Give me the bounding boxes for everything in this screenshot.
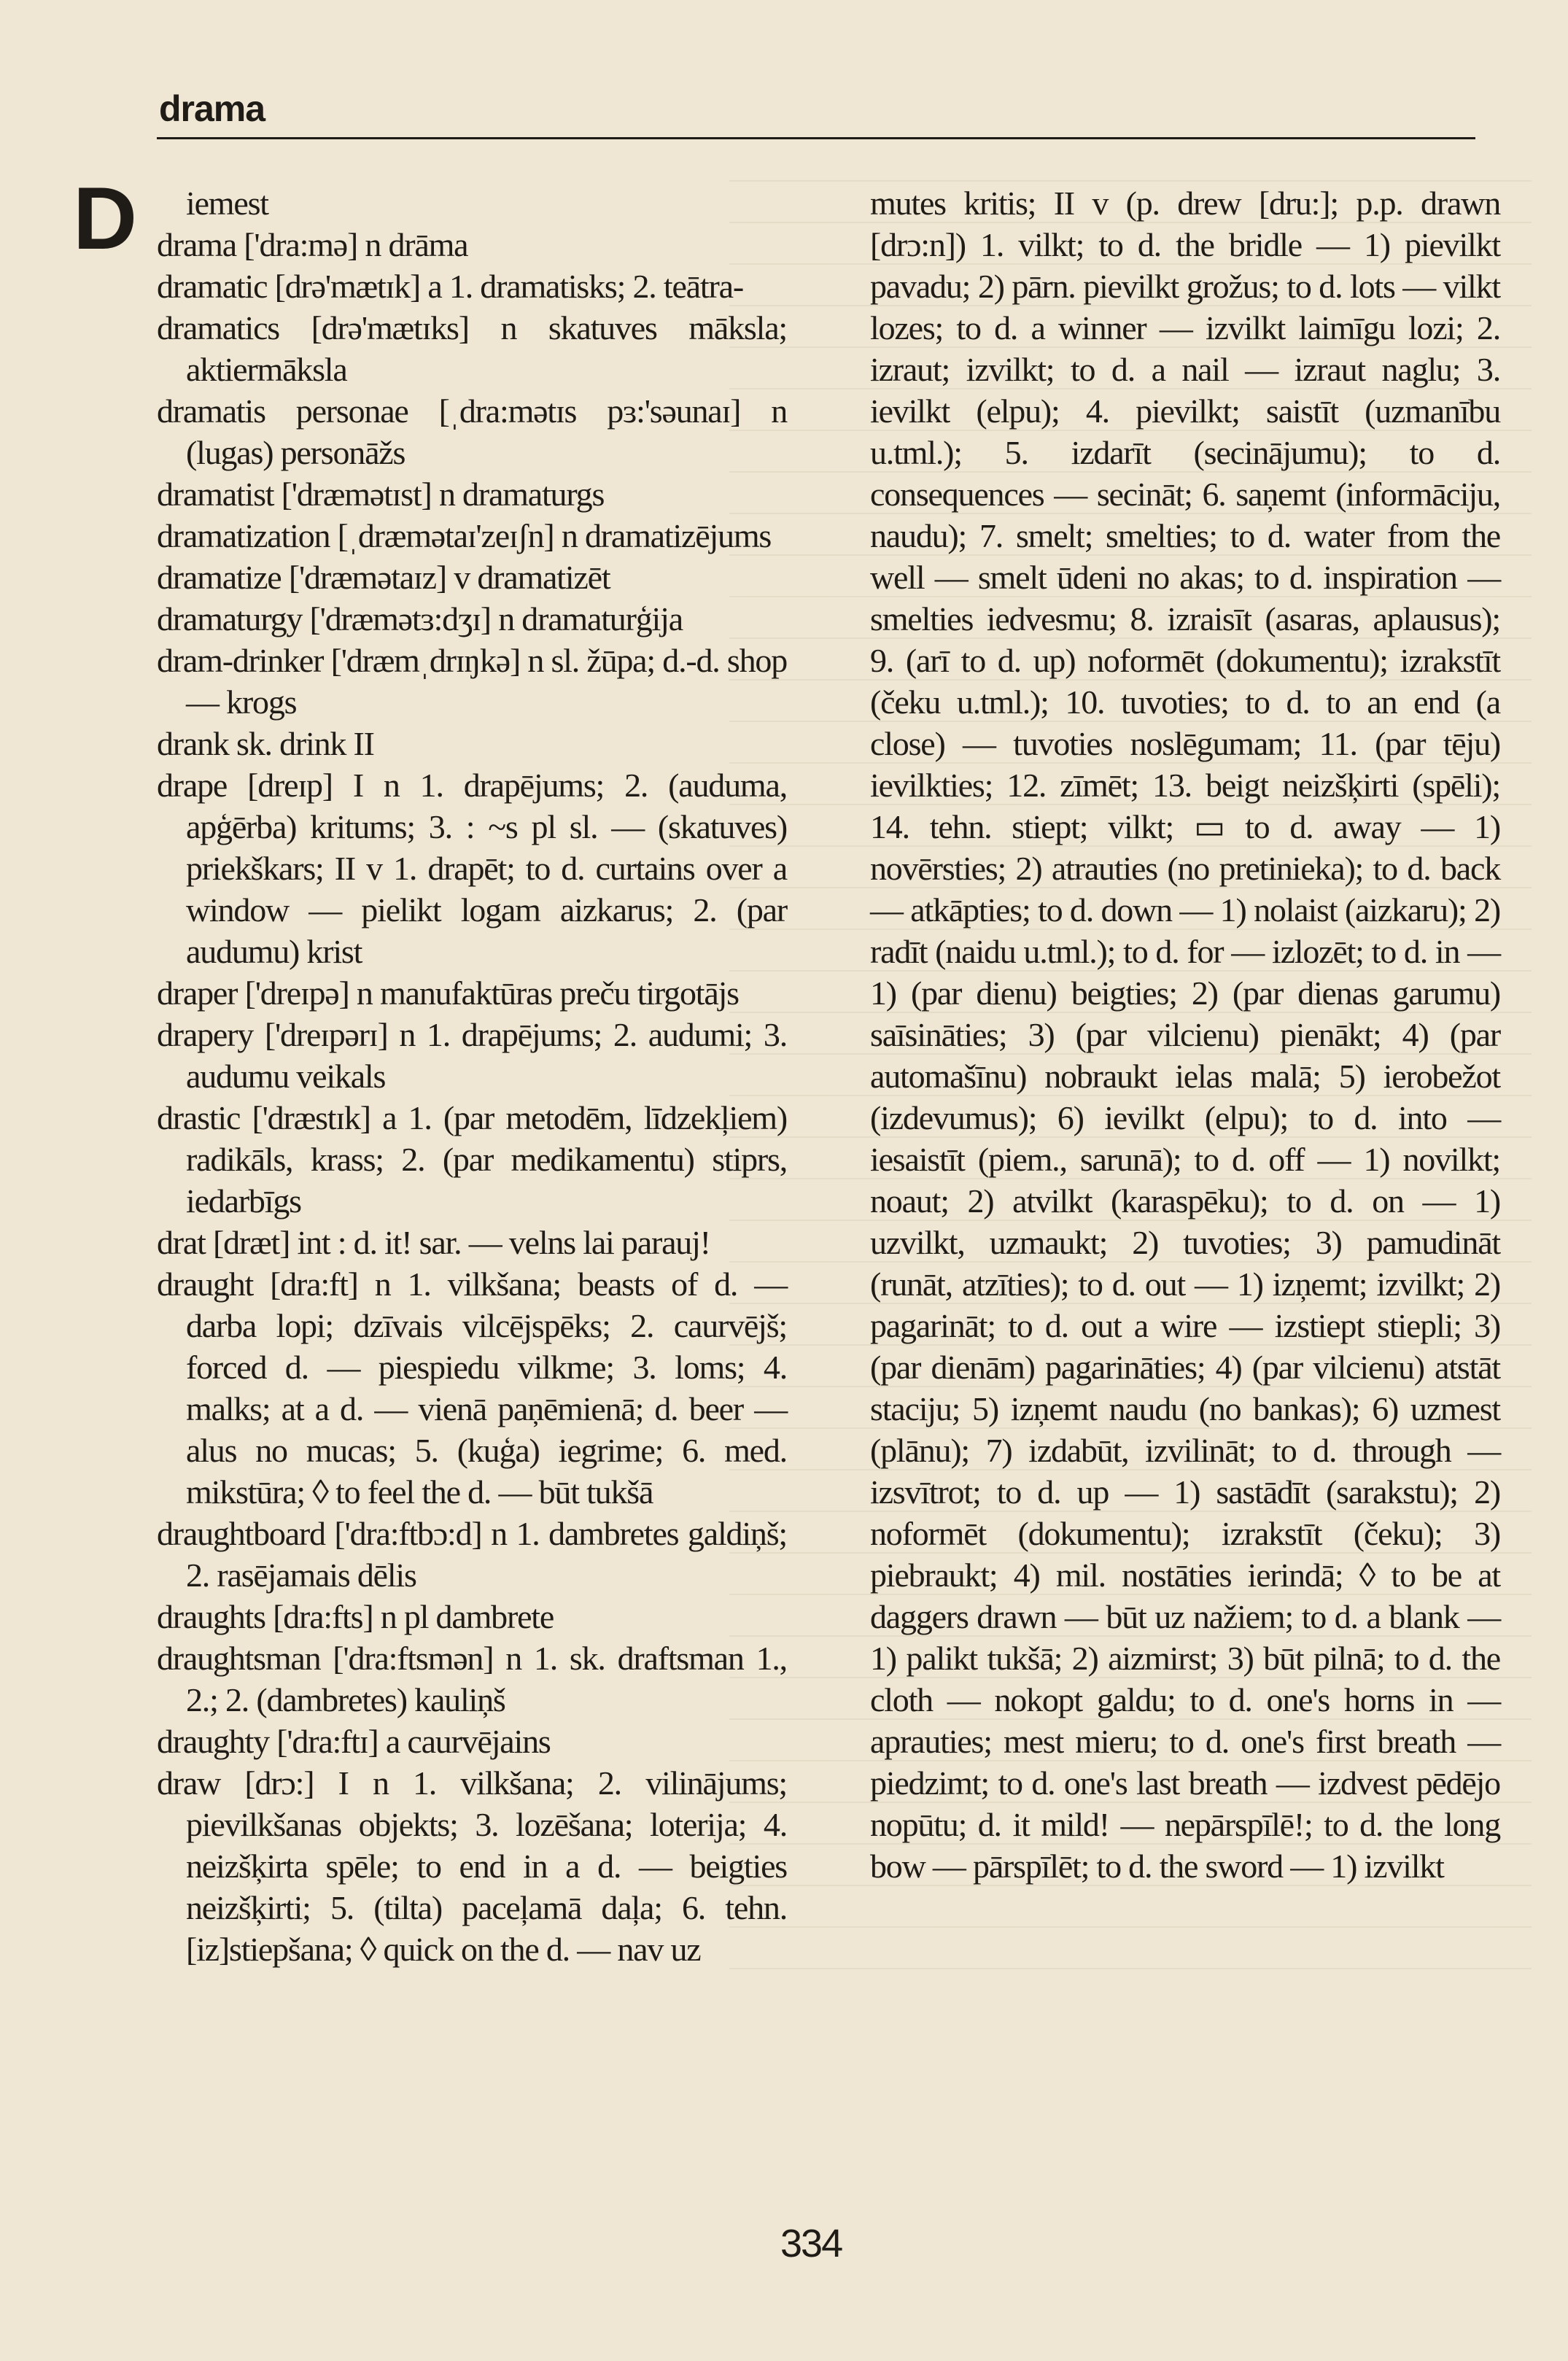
entry-draughts: draughts [dra:fts] n pl dambrete — [157, 1598, 554, 1635]
entry-dramatics: dramatics [drə'mætɪks] n skatuves māksla; aktiermāksla — [157, 309, 787, 388]
running-head: drama — [159, 88, 265, 129]
entry-draughtsman: draughtsman ['dra:ftsmən] n 1. sk. draftsman 1., 2.; 2. (dambretes) kauliņš — [157, 1640, 787, 1718]
entry-drastic: drastic ['dræstɪk] a 1. (par metodēm, līdzekļiem) radikāls, krass; 2. (par medikamentu) stiprs, iedarbīgs — [157, 1099, 787, 1220]
right-column — [870, 182, 1500, 1887]
entry-dram-drinker: dram-drinker ['dræmˌdrɪŋkə] n sl. žūpa; d.-d. shop — krogs — [157, 642, 787, 721]
entry-draper: draper ['dreɪpə] n manufaktūras preču tirgotājs — [157, 974, 739, 1012]
header-rule — [157, 137, 1475, 139]
entry-dramatic: dramatic [drə'mætɪk] a 1. dramatisks; 2. teātra- — [157, 268, 743, 305]
entry-draw-continued: mutes kritis; II v (p. drew [dru:]; p.p. drawn [drɔ:n]) 1. vilkt; to d. the bridle — 1) pievilkt pavadu; 2) pārn. pievilkt grožus; to d. lots — vilkt lozes; to d. a winner — izvilkt laimīgu lozi; 2. izraut; izvilkt; to d. a nail — izraut naglu; 3. ievilkt (elpu); 4. pievilkt; saistīt (uzmanību u.tml.); 5. izdarīt (secinājumu); to d. consequences — secināt; 6. saņemt (informāciju, naudu); 7. smelt; smelties; to d. water from the well — smelt ūdeni no akas; to d. inspiration — smelties iedvesmu; 8. izraisīt (asaras, aplausus); 9. (arī to d. up) noformēt (dokumentu); izrakstīt (čeku u.tml.); 10. tuvoties; to d. to an end (a close) — tuvoties noslēgumam; 11. (par tēju) ievilkties; 12. zīmēt; 13. beigt neizšķirti (spēli); 14. tehn. stiept; vilkt; ▭ to d. away — 1) novērsties; 2) atrauties (no pretinieka); to d. back — atkāpties; to d. down — 1) nolaist (aizkaru); 2) radīt (naidu u.tml.); to d. for — izlozēt; to d. in — 1) (par dienu) beigties; 2) (par dienas garumu) saīsināties; 3) (par vilcienu) pienākt; 4) (par automašīnu) nobraukt ielas malā; 5) ierobežot (izdevumus); 6) ievilkt (elpu); to d. into — iesaistīt (piem., sarunā); to d. off — 1) novilkt; noaut; 2) atvilkt (karaspēku); to d. on — 1) uzvilkt, uzmaukt; 2) tuvoties; 3) pamudināt (runāt, atzīties); to d. out — 1) izņemt; izvilkt; 2) pagarināt; to d. out a wire — izstiept stiepli; 3) (par dienām) pagarināties; 4) (par vilcienu) atstāt staciju; 5) izņemt naudu (no bankas); 6) uzmest (plānu); 7) izdabūt, izvilināt; to d. through — izsvītrot; to d. up — 1) sastādīt (sarakstu); 2) noformēt (dokumentu); izrakstīt (čeku); 3) piebraukt; 4) mil. nostāties ierindā; ◊ to be at daggers drawn — būt uz nažiem; to d. a blank — 1) palikt tukšā; 2) aizmirst; 3) būt pilnā; to d. the cloth — nokopt galdu; to d. one's horns in — aprauties; mest mieru; to d. one's first breath — piedzimt; to d. one's last breath — izdvest pēdējo nopūtu; d. it mild! — nepārspīlē!; to d. the long bow — pārspīlēt; to d. the sword — 1) izvilkt — [870, 185, 1500, 1885]
entry-dramaturgy: dramaturgy ['dræmətɜ:dʒɪ] n dramaturģija — [157, 600, 683, 637]
entry-draw: draw [drɔ:] I n 1. vilkšana; 2. vilinājums; pievilkšanas objekts; 3. lozēšana; loterija; 4. neizšķirta spēle; to end in a d. — beigties neizšķirti; 5. (tilta) paceļamā daļa; 6. tehn. [iz]stiepšana; ◊ quick on the d. — nav uz — [157, 1764, 787, 1968]
page-number: 334 — [780, 2222, 842, 2265]
entry-drapery: drapery ['dreɪpərɪ] n 1. drapējums; 2. audumi; 3. audumu veikals — [157, 1016, 787, 1095]
entry-continuation: iemest — [186, 185, 268, 222]
entry-drape: drape [dreɪp] I n 1. drapējums; 2. (auduma, apģērba) kritums; 3. : ~s pl sl. — (skatuves) priekškars; II v 1. drapēt; to d. curtains over a window — pielikt logam aizkarus; 2. (par audumu) krist — [157, 767, 787, 970]
entry-dramatization: dramatization [ˌdræmətaɪ'zeɪʃn] n dramatizējums — [157, 517, 772, 554]
left-column — [157, 182, 787, 1970]
entry-drat: drat [dræt] int : d. it! sar. — velns lai parauj! — [157, 1224, 710, 1261]
section-drop-cap: D — [73, 168, 138, 268]
entry-dramatist: dramatist ['dræmətɪst] n dramaturgs — [157, 476, 605, 513]
entry-drama: drama ['dra:mə] n drāma — [157, 226, 468, 263]
entry-dramatize: dramatize ['dræmətaɪz] v dramatizēt — [157, 559, 610, 596]
entry-dramatis-personae: dramatis personae [ˌdra:mətɪs pɜ:'səunaɪ] n (lugas) personāžs — [157, 392, 787, 471]
entry-drank: drank sk. drink II — [157, 725, 374, 762]
entry-draughty: draughty ['dra:ftɪ] a caurvējains — [157, 1723, 551, 1760]
entry-draughtboard: draughtboard ['dra:ftbɔ:d] n 1. dambretes galdiņš; 2. rasējamais dēlis — [157, 1515, 787, 1594]
entry-draught: draught [dra:ft] n 1. vilkšana; beasts of d. — darba lopi; dzīvais vilcējspēks; 2. caurvējš; forced d. — piespiedu vilkme; 3. loms; 4. malks; at a d. — vienā paņēmienā; d. beer — alus no mucas; 5. (kuģa) iegrime; 6. med. mikstūra; ◊ to feel the d. — būt tukšā — [157, 1265, 787, 1511]
